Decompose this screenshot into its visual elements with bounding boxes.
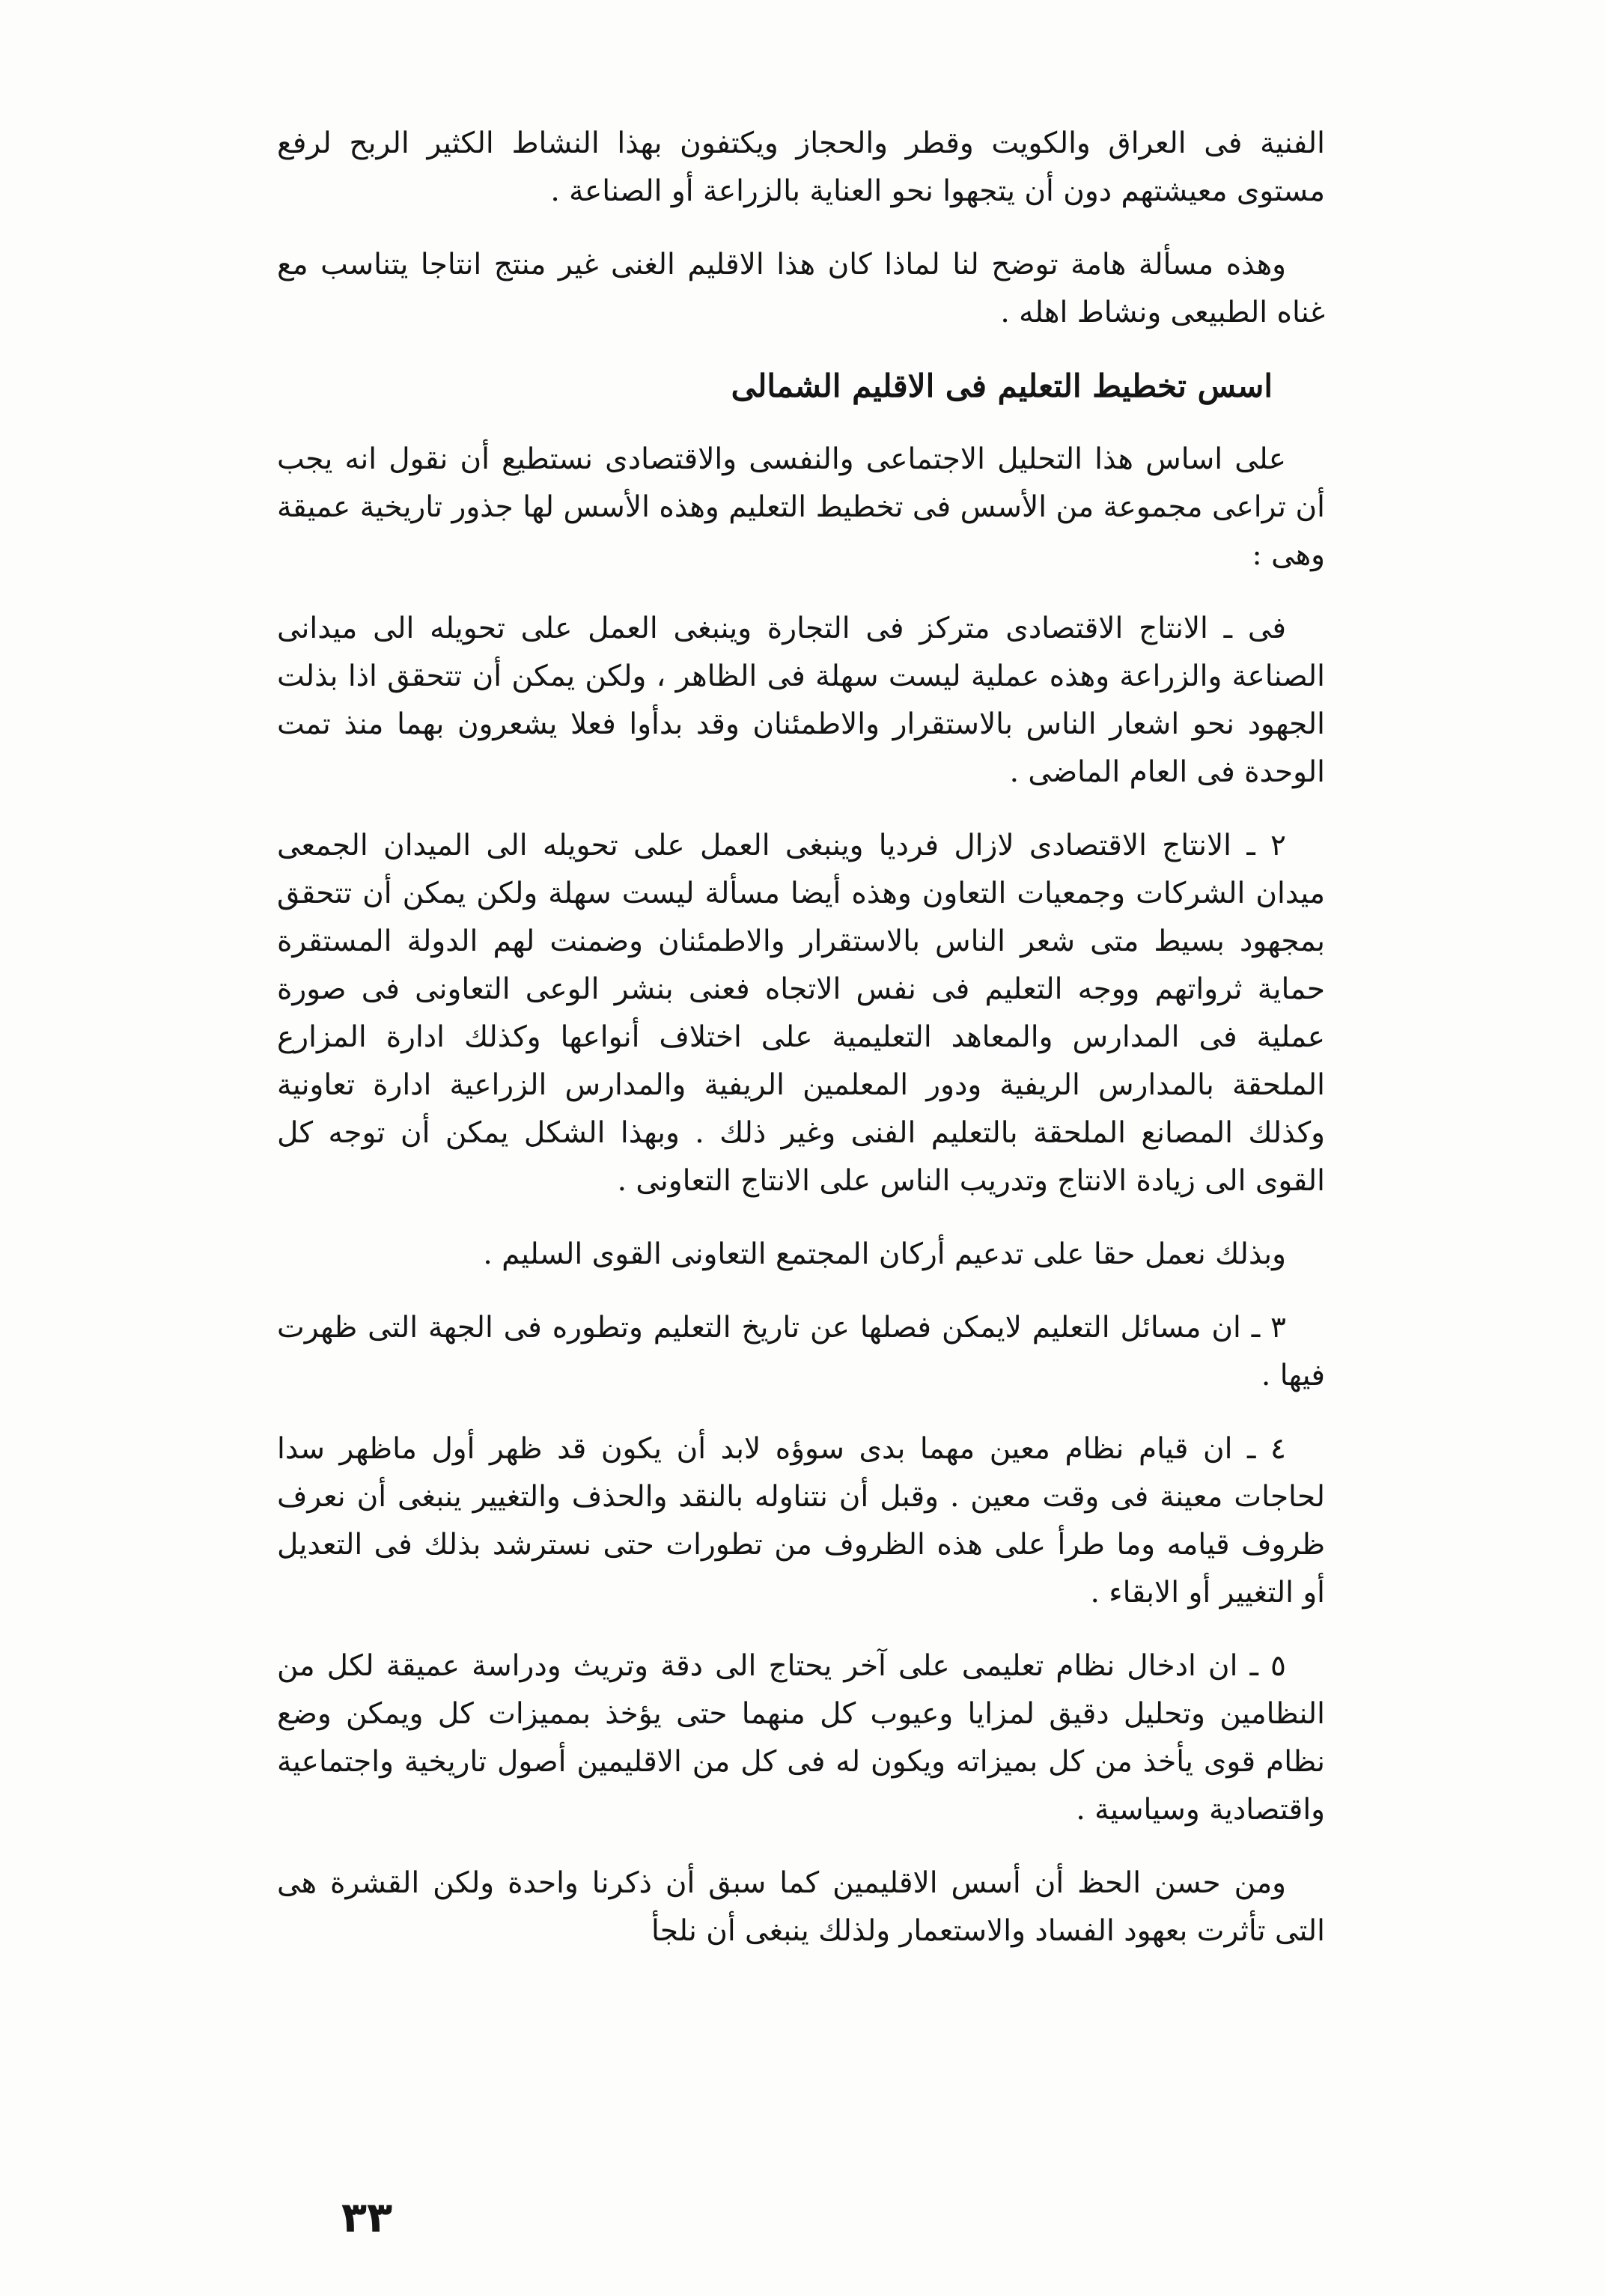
section-heading: اسس تخطيط التعليم فى الاقليم الشمالى: [731, 368, 1273, 404]
list-item-5: ٥ ـ ان ادخال نظام تعليمى على آخر يحتاج الى دقة وتريث ودراسة عميقة لكل من النظامين وتحليل دقيق لمزايا وعيوب كل منهما حتى يؤخذ بمميزات كل ويمكن وضع نظام قوى يأخذ من كل بميزاته ويكون له فى كل من الاقليمين أصول تاريخية واجتماعية واقتصادية وسياسية .: [277, 1649, 1325, 1827]
page-number: ٣٣: [341, 2193, 393, 2242]
paragraph-2: وهذه مسألة هامة توضح لنا لماذا كان هذا الاقليم الغنى غير منتج انتاجا يتناسب مع غناه الطبيعى ونشاط اهله .: [277, 248, 1325, 329]
list-item-3: ٣ ـ ان مسائل التعليم لايمكن فصلها عن تاريخ التعليم وتطوره فى الجهة التى ظهرت فيها .: [277, 1311, 1325, 1392]
paragraph-1: الفنية فى العراق والكويت وقطر والحجاز ويكتفون بهذا النشاط الكثير الربح لرفع مستوى معيشتهم دون أن يتجهوا نحو العناية بالزراعة أو الصناعة .: [277, 127, 1325, 208]
paragraph-3: على اساس هذا التحليل الاجتماعى والنفسى والاقتصادى نستطيع أن نقول انه يجب أن تراعى مجموعة من الأسس فى تخطيط التعليم وهذه الأسس لها جذور تاريخية عميقة وهى :: [277, 442, 1325, 572]
list-item-2: ٢ ـ الانتاج الاقتصادى لازال فرديا وينبغى العمل على تحويله الى الميدان الجمعى ميدان الشركات وجمعيات التعاون وهذه أيضا مسألة ليست سهلة ولكن يمكن أن تتحقق بمجهود بسيط متى شعر الناس بالاستقرار والاطمئنان وضمنت لهم الدولة المستقرة حماية ثرواتهم ووجه التعليم فى نفس الاتجاه فعنى بنشر الوعى التعاونى فى صورة عملية فى المدارس والمعاهد التعليمية على اختلاف أنواعها وكذلك ادارة المزارع الملحقة بالمدارس الريفية ودور المعلمين الريفية والمدارس الزراعية ادارة تعاونية وكذلك المصانع الملحقة بالتعليم الفنى وغير ذلك . وبهذا الشكل يمكن أن توجه كل القوى الى زيادة الانتاج وتدريب الناس على الانتاج التعاونى .: [277, 829, 1325, 1198]
paragraph-conclusion: وبذلك نعمل حقا على تدعيم أركان المجتمع التعاونى القوى السليم .: [483, 1237, 1286, 1271]
list-item-1: فى ـ الانتاج الاقتصادى متركز فى التجارة وينبغى العمل على تحويله الى ميدانى الصناعة والزراعة وهذه عملية ليست سهلة فى الظاهر ، ولكن يمكن أن تتحقق اذا بذلت الجهود نحو اشعار الناس بالاستقرار والاطمئنان وقد بدأوا فعلا يشعرون بهما منذ تمت الوحدة فى العام الماضى .: [277, 612, 1325, 789]
list-item-4: ٤ ـ ان قيام نظام معين مهما بدى سوؤه لابد أن يكون قد ظهر أول ماظهر سدا لحاجات معينة فى وقت معين . وقبل أن نتناوله بالنقد والحذف والتغيير ينبغى أن نعرف ظروف قيامه وما طرأ على هذه الظروف من تطورات حتى نسترشد بذلك فى التعديل أو التغيير أو الابقاء .: [277, 1432, 1325, 1610]
body-text: [277, 120, 1325, 1981]
paragraph-final: ومن حسن الحظ أن أسس الاقليمين كما سبق أن ذكرنا واحدة ولكن القشرة هى التى تأثرت بعهود الفساد والاستعمار ولذلك ينبغى أن نلجأ: [277, 1866, 1325, 1948]
